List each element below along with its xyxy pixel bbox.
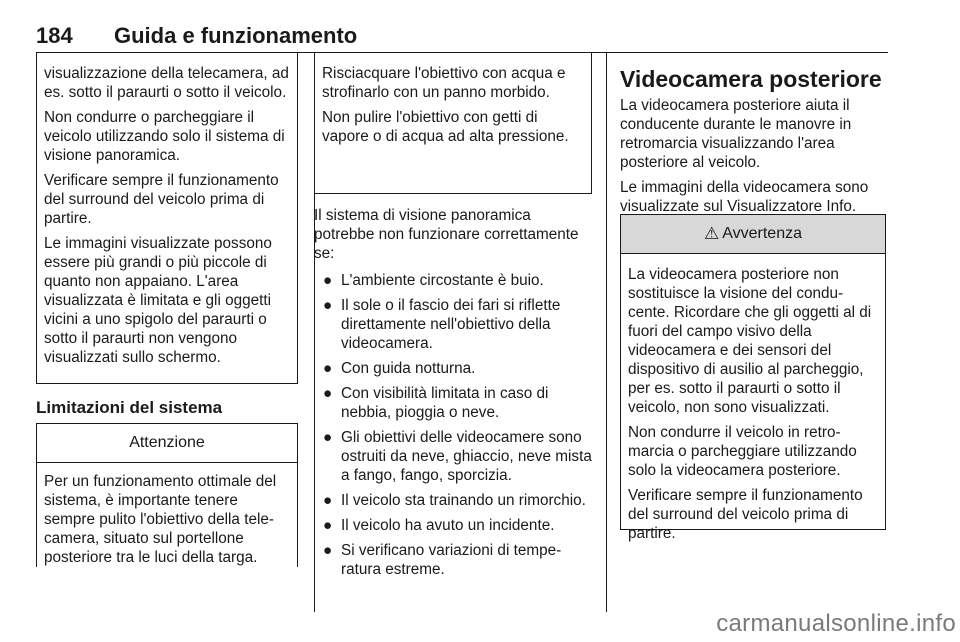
list-item: ● Il veicolo ha avuto un incidente. xyxy=(323,517,555,534)
page-number: 184 xyxy=(36,23,73,48)
list-item: ● Con guida notturna. xyxy=(323,360,476,377)
limitations-section xyxy=(314,206,592,585)
notice-paragraph: Non pulire l'obiettivo con getti di vapore o di acqua ad alta pressione. xyxy=(322,109,569,145)
paragraph: Le immagini della videocamera sono visualizzate sul Visualizzatore Info. xyxy=(620,179,869,215)
limitations-list xyxy=(314,271,592,579)
section-heading: Limitazioni del sistema xyxy=(36,398,223,417)
paragraph: La videocamera posteriore aiuta il conducente durante le manovre in retromarcia visualizzando l'area posteriore al veicolo. xyxy=(620,97,852,171)
intro-paragraph: Il sistema di visione panoramica potrebbe non funzionare correttamente se: xyxy=(314,207,579,262)
bullet-icon: ● xyxy=(323,492,333,509)
warning-paragraph: Verificare sempre il funzionamento del surround del veicolo prima di partire. xyxy=(628,487,863,542)
bullet-icon: ● xyxy=(323,272,333,289)
rear-camera-intro xyxy=(620,96,886,216)
warning-notice xyxy=(620,214,886,542)
notice-title: Attenzione xyxy=(37,424,297,463)
notice-paragraph: visualizzazione della telecamera, ad es. sotto il paraurti o sotto il veicolo. xyxy=(44,65,289,101)
warning-paragraph: La videocamera posteriore non sostituisce la visione del conducente. Ricordare che gli oggetti al di fuori del campo visivo della videocamera e dei sensori del dispositivo di ausilio al parcheggio, per es. sotto il paraurti o sotto il veicolo, non sono visualizzati. xyxy=(628,266,872,416)
section-heading: Videocamera posteriore xyxy=(620,66,882,92)
bullet-icon: ● xyxy=(323,429,333,446)
bullet-icon: ● xyxy=(323,360,333,377)
notice-box-continued xyxy=(36,52,298,384)
warning-header xyxy=(621,215,885,254)
list-item: ● Con visibilità limitata in caso di nebbia, pioggia o neve. xyxy=(323,385,549,421)
bullet-icon: ● xyxy=(323,297,333,314)
notice-paragraph: Risciacquare l'obiettivo con acqua e strofinarlo con un panno morbido. xyxy=(322,65,566,101)
list-item: ● Si verificano variazioni di temperatura estreme. xyxy=(323,542,562,578)
list-item: ● Il veicolo sta trainando un rimorchio. xyxy=(323,492,586,509)
warning-title: Avvertenza xyxy=(722,225,802,242)
list-item: ● L'ambiente circostante è buio. xyxy=(323,272,544,289)
notice-paragraph: Le immagini visualizzate possono essere più grandi o più piccole di quanto non appaiano. L'area visualizzata è limitata e gli oggetti vicini a uno spigolo del paraurti o sotto il paraurti non vengono visualizzati sullo schermo. xyxy=(44,235,272,366)
list-item: ● Gli obiettivi delle videocamere sono ostruiti da neve, ghiaccio, neve mista a fango, fango, sporcizia. xyxy=(323,429,592,484)
notice-paragraph: Non condurre o parcheggiare il veicolo utilizzando solo il sistema di visione panoramica. xyxy=(44,109,285,164)
column-divider-2 xyxy=(606,52,607,612)
attention-notice xyxy=(36,423,298,567)
bullet-icon: ● xyxy=(323,517,333,534)
list-item: ● Il sole o il fascio dei fari si riflette direttamente nell'obiettivo della videocamera. xyxy=(323,297,561,352)
notice-text: Per un funzionamento ottimale del sistema, è importante tenere sempre pulito l'obiettivo della telecamera, situato sul portellone posteriore tra le luci della targa. xyxy=(44,473,277,566)
page-title: Guida e funzionamento xyxy=(114,23,358,48)
notice-box-continued xyxy=(314,52,592,194)
bullet-icon: ● xyxy=(323,385,333,402)
bullet-icon: ● xyxy=(323,542,333,559)
watermark: carmanualsonline.info xyxy=(716,610,956,637)
warning-icon: ⚠ xyxy=(704,224,720,243)
warning-paragraph: Non condurre il veicolo in retromarcia o parcheggiare utilizzando solo la videocamera posteriore. xyxy=(628,424,857,479)
notice-paragraph: Verificare sempre il funzionamento del surround del veicolo prima di partire. xyxy=(44,172,279,227)
page-header xyxy=(36,22,888,53)
